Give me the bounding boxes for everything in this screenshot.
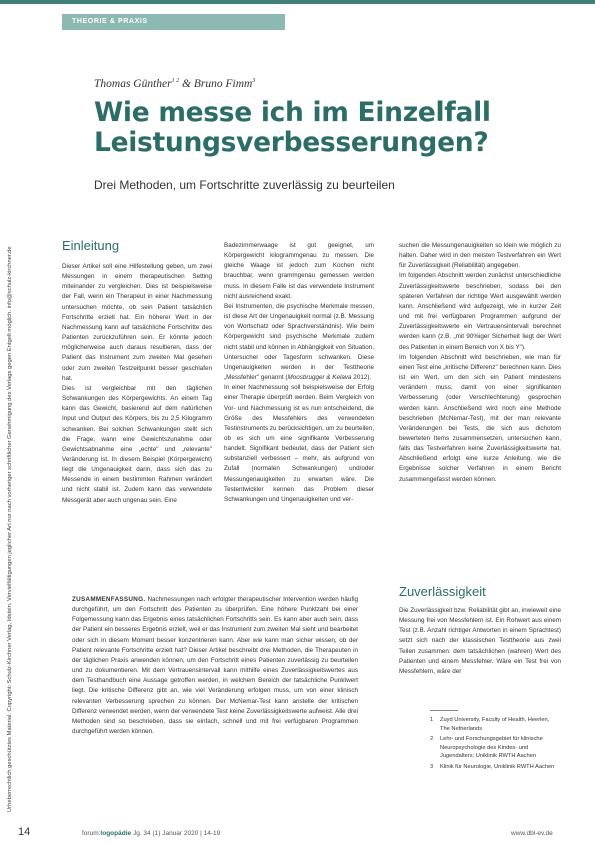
footnote-2-text: Lehr- und Forschungsgebiet für klinische Neuropsychologie des Kindes- und Jugendalters; Uniklinik RWTH Aachen [440,736,543,760]
col2-p2-text: Bei Instrumenten, die psychische Merkmale messen, ist diese Art der Ungenauigkeit normal (z.B. Messung von Wortschatz oder Sprachverständnis). Wie beim Körpergewicht sind psychische Merkmale zudem nicht stabil und können in Abhängigkeit von Situation, Untersucher oder Tagesform schwanken. Diese Ungenauigkeiten werden in der Testtheorie „Messfehler" genannt ( [224,302,374,382]
col1-paragraph-1: Dieser Artikel soll eine Hilfestellung geben, um zwei Messungen in einem therapeutischen Setting miteinander zu vergleichen. Dies ist beispielsweise der Fall, wenn ein Therapeut in einer Nachmessung untersuchen möchte, ob sein Patient tatsächlich Fortschritte erzielt hat. Ein höherer Wert in der Nachmessung kann auf tatsächliche Fortschritte des Patienten zurückzuführen sein. Er könnte jedoch möglicherweise auch daraus resultieren, dass der Patient das Instrument zum zweiten Mal gesehen oder zum zweiten Testzeitpunkt besser geschlafen hat. [62,263,212,382]
column-3-continued [399,606,561,677]
footnote-1-number: 1 [430,717,434,723]
copyright-side-note: Urheberrechtlich geschütztes Material. Copyright: Schulz-Kirchner Verlag, Idstein. Vervielfältigungen jeglicher Art nur nach vorheriger schriftlicher Genehmigung des Verlags gegen Entgelt möglich. info@schulz-kirchner.de [7,246,13,812]
footnote-1-text: Zuyd University, Faculty of Health, Heerlen, The Netherlands [440,717,550,732]
journal-citation [82,830,220,837]
section-label: THEORIE & PRAXIS [62,14,285,30]
col3-paragraph-4: Die Zuverlässigkeit bzw. Reliabilität gibt an, inwieweit eine Messung frei von Messfehlern ist. Ein Rohwert aus einem Test (z.B. Anzahl richtiger Antworten in einem Sprachtest) setzt sich nach der klassischen Testtheorie aus zwei Teilen zusammen: dem tatsächlichen (wahren) Wert des Patienten und einem Messfehler. Wäre ein Test frei von Messfehlern, wäre der [399,607,561,675]
col2-paragraph-3: In einer Nachmessung soll beispielsweise der Erfolg einer Therapie überprüft werden. Beim Vergleich von Vor- und Nachmessung ist es nun entscheidend, die Größe des Messfehlers des verwendeten Testinstruments zu berücksichtigen, um zu beurteilen, ob es sich um eine signifikante Verbesserung handelt. Signifikant bedeutet, dass der Patient sich substanziell verbessert – mehr, als aufgrund von Zufall (normalen Schwankungen) und/oder Messungenauigkeiten zu erwarten wäre. Die Testentwickler kennen das Problem dieser Schwankungen und Ungenauigkeiten und ver- [224,384,374,503]
footnote-2 [430,735,560,761]
top-color-bar [0,0,595,4]
author-separator: & [179,78,194,90]
col2-p2-end: 2012). [351,374,372,382]
author-2: Bruno Fimm [193,78,253,90]
col3-paragraph-1: suchen die Messungenauigkeiten so klein wie möglich zu halten. Daher wird in den meisten Testverfahren ein Wert für Zuverlässigkeit (Reliabilität) angegeben. [399,242,561,270]
column-2 [224,241,374,505]
journal-name: logopädie [100,830,132,837]
footnotes [430,716,560,774]
journal-prefix: forum: [82,830,101,837]
col2-paragraph-2 [224,302,374,383]
author-2-affiliation: 3 [252,78,256,85]
journal-issue: Jg. 34 (1) Januar 2020 | 14-19 [132,830,221,837]
col1-paragraph-2: Dies ist vergleichbar mit den täglichen Schwankungen des Körpergewichts. An einem Tag kann das Gewicht, basierend auf dem natürlichen Input und Output des Körpers, bis zu 2,5 Kilogramm schwanken. Bei solchen Schwankungen stellt sich die Frage, wann eine Gewichtszunahme oder Gewichtsabnahme eine „echte" und „relevante" Veränderung ist. In diesem Beispiel (Körpergewicht) liegt die Ungenauigkeit darin, dass sich das zu Messende in einem bestimmten Rahmen verändert und nicht stabil ist. Zudem kann das verwendete Messgerät aber auch ungenau sein. Eine [62,384,212,504]
footnote-3-text: Klinik für Neurologie, Uniklinik RWTH Aachen [440,763,555,770]
heading-einleitung: Einleitung [62,238,120,253]
footnote-3 [430,763,560,772]
col2-paragraph-1: Badezimmerwaage ist gut geeignet, um Körpergewicht kilogrammgenau zu messen. Die gleiche Waage ist jedoch zum Kochen nicht brauchbar, wenn grammgenau gemessen werden muss. In diesem Falle ist das verwendete Instrument nicht ausreichend exakt. [224,242,374,300]
author-1: Thomas Günther [94,78,172,90]
summary-body: Nachmessungen nach erfolgter therapeutischer Intervention werden häufig durchgeführt, um den Fortschritt des Patienten zu überprüfen. Eine höhere Punktzahl bei einer Folgemessung kann das Ergebnis eines tatsächlichen Fortschritts sein. Es kann aber auch sein, dass der Patient ein besseres Ergebnis erzielt, weil er das Instrument zum zweiten Mal sieht und bearbeitet oder sich in diesem Moment besser konzentrieren kann. Aber wie kann man sicher wissen, ob der Patient relevante Fortschritte erzielt hat? Dieser Artikel beschreibt drei Methoden, die Therapeuten in der täglichen Praxis anwenden können, um den Fortschritt eines Patienten zuverlässig zu beurteilen und zu dokumentieren. Mit dem Vertrauensintervall kann mithilfe eines Zuverlässigkeitswertes aus dem Testhandbuch eine Aussage getroffen werden, in welchem Bereich der tatsächliche Punktwert liegt. Die kritische Differenz gibt an, wie viel Veränderung erfolgen muss, um von einer klinisch relevanten Verbesserung sprechen zu können. Der McNemar-Test kann anstelle der kritischen Differenz verwendet werden, wenn der verwendete Test keine Zuverlässigkeitswerte aufweist. Alle drei Methoden sind so beschrieben, dass sie einfach, schnell und mit frei verfügbaren Programmen durchgeführt werden können. [72,596,358,736]
col2-citation: Moosbrugger & Kelava [287,374,352,382]
page-number: 14 [18,826,31,838]
article-subtitle: Drei Methoden, um Fortschritte zuverlässig zu beurteilen [94,178,395,192]
footnote-3-number: 3 [430,763,434,770]
author-line [94,78,255,90]
footnote-2-number: 2 [430,736,434,743]
article-title: Wie messe ich im Einzelfall Leistungsverbesserungen? [94,97,491,158]
column-3 [399,241,561,485]
footnote-1 [430,716,560,733]
publisher-url[interactable]: www.dbl-ev.de [511,830,553,837]
heading-zuverlaessigkeit: Zuverlässigkeit [399,584,486,599]
summary-label: ZUSAMMENFASSUNG. [72,596,146,603]
author-1-affiliation: 1 2 [171,78,180,85]
col3-paragraph-3: Im folgenden Abschnitt wird beschrieben, wie man für einen Test eine „kritische Differenz" berechnen kann. Dies ist ein Wert, um den sich ein Patient mindestens verändern muss, damit von einer signifikanten Verbesserung (oder Verschlechterung) gesprochen werden kann. Anschließend wird noch eine Methode beschrieben (McNemar-Test), mit der man relevante Veränderungen bei Tests, die sich aus dichotom bewerteten Items zusammensetzen, untersuchen kann, falls das Testverfahren keine Zuverlässigkeitswerte hat. Abschließend erfolgt eine kurze Anleitung, wie die Ergebnisse solcher Verfahren in einem Bericht zusammengefasst werden können. [399,353,561,483]
col3-paragraph-2: Im folgenden Abschnitt werden zunächst unterschiedliche Zuverlässigkeitswerte beschrieben, sodass bei den späteren Verfahren der richtige Wert ausgewählt werden kann. Anschließend wird aufgezeigt, wie in kurzer Zeit und mit frei verfügbaren Programmen aufgrund der Zuverlässigkeitswerte ein Vertrauensintervall berechnet werden kann (z.B. „mit 90%iger Sicherheit liegt der Wert des Patienten in einem Bereich von X bis Y"). [399,272,561,351]
summary-abstract [72,595,358,737]
column-1 [62,262,212,506]
footnote-rule [430,710,458,711]
